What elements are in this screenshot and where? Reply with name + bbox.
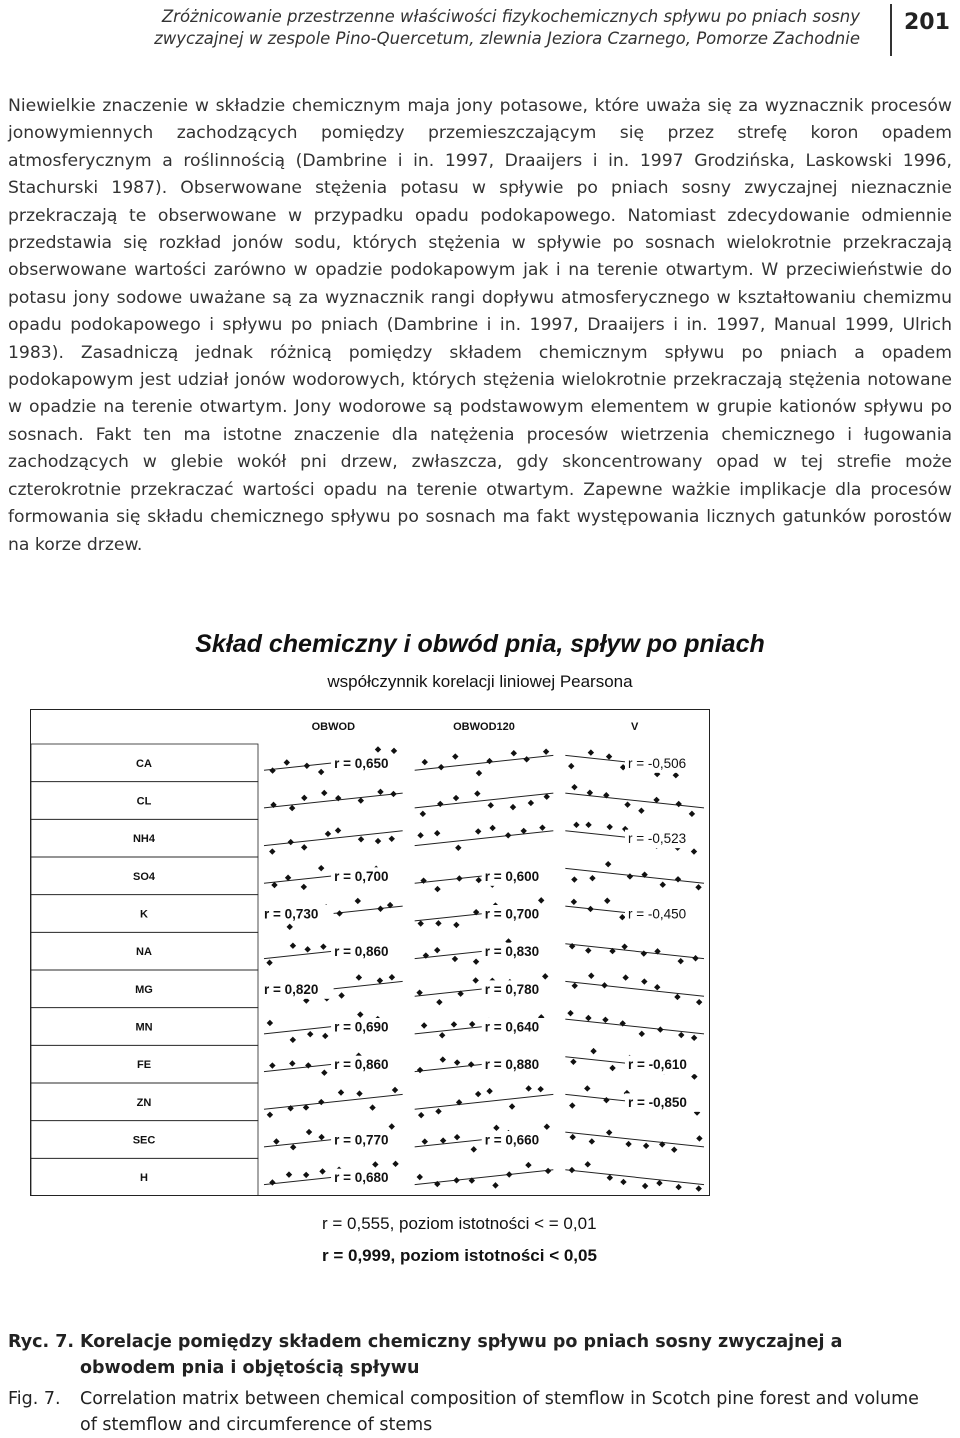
scatter-point <box>421 1022 427 1028</box>
scatter-point <box>391 748 397 754</box>
scatter-point <box>452 753 458 759</box>
body-text <box>8 93 952 559</box>
scatter-point <box>440 1056 446 1062</box>
scatter-point <box>417 1067 423 1073</box>
scatter-point <box>288 839 294 845</box>
scatter-point <box>654 984 660 990</box>
caption-english-label: Fig. 7. <box>8 1389 61 1409</box>
scatter-point <box>284 759 290 765</box>
row-label: NA <box>136 946 152 959</box>
scatter-point <box>619 914 625 920</box>
scatter-point <box>476 877 482 883</box>
scatter-point <box>678 958 684 964</box>
correlation-label: r = 0,660 <box>484 1132 540 1148</box>
scatter-point <box>434 947 440 953</box>
scatter-point <box>372 1161 378 1167</box>
scatter-point <box>290 1037 296 1043</box>
scatter-point <box>505 832 511 838</box>
scatter-point <box>569 1102 575 1108</box>
scatter-point <box>475 1091 481 1097</box>
scatter-point <box>587 906 593 912</box>
scatter-point <box>493 1125 499 1131</box>
scatter-point <box>695 884 701 890</box>
scatter-point <box>417 832 423 838</box>
row-label: SO4 <box>132 870 156 883</box>
scatter-point <box>571 899 577 905</box>
scatter-point <box>417 1174 423 1180</box>
scatter-point <box>638 807 644 813</box>
row-label: FE <box>136 1059 152 1072</box>
scatter-point <box>266 960 272 966</box>
correlation-label: r = -0,450 <box>628 906 687 922</box>
scatter-point <box>607 1175 613 1181</box>
scatter-point <box>588 749 594 755</box>
scatter-point <box>375 838 381 844</box>
row-label: K <box>140 908 148 921</box>
scatter-point <box>585 1015 591 1021</box>
correlation-matrix <box>30 709 710 1196</box>
scatter-point <box>676 801 682 807</box>
scatter-point <box>620 1179 626 1185</box>
row-label: H <box>140 1172 148 1185</box>
trend-line <box>415 1094 554 1109</box>
scatter-point <box>287 924 293 930</box>
scatter-point <box>696 1185 702 1191</box>
scatter-point <box>377 789 383 795</box>
scatter-point <box>306 1129 312 1135</box>
scatter-point <box>696 1135 702 1141</box>
correlation-label: r = 0,820 <box>264 981 319 997</box>
scatter-point <box>322 1033 328 1039</box>
trend-line <box>264 831 403 846</box>
scatter-point <box>357 1011 363 1017</box>
correlation-label: r = 0,860 <box>334 944 389 960</box>
scatter-point <box>269 1179 275 1185</box>
header-divider <box>890 4 892 56</box>
scatter-point <box>301 884 307 890</box>
scatter-point <box>696 999 702 1005</box>
scatter-point <box>392 1087 398 1093</box>
scatter-point <box>471 1146 477 1152</box>
correlation-label: r = 0,650 <box>334 755 389 771</box>
trend-line <box>565 1132 704 1147</box>
correlation-label: r = 0,730 <box>264 906 319 922</box>
scatter-point <box>656 1180 662 1186</box>
correlation-label: r = 0,640 <box>484 1019 540 1035</box>
scatter-point <box>606 824 612 830</box>
scatter-point <box>589 875 595 881</box>
caption-polish <box>8 1329 940 1381</box>
scatter-point <box>455 845 461 851</box>
scatter-point <box>605 861 611 867</box>
row-label: MN <box>135 1021 153 1034</box>
scatter-point <box>691 848 697 854</box>
scatter-point <box>390 791 396 797</box>
scatter-point <box>338 992 344 998</box>
scatter-point <box>588 973 594 979</box>
scatter-point <box>609 1065 615 1071</box>
scatter-point <box>573 822 579 828</box>
scatter-point <box>544 1124 550 1130</box>
column-header: OBWOD120 <box>453 721 515 733</box>
scatter-point <box>675 1184 681 1190</box>
legend-line-1: r = 0,555, poziom istotności < = 0,01 <box>322 1214 597 1233</box>
scatter-point <box>318 1134 324 1140</box>
scatter-point <box>389 836 395 842</box>
scatter-point <box>510 804 516 810</box>
scatter-point <box>437 801 443 807</box>
scatter-point <box>356 974 362 980</box>
scatter-point <box>476 770 482 776</box>
scatter-point <box>692 955 698 961</box>
scatter-point <box>472 977 478 983</box>
scatter-point <box>538 897 544 903</box>
scatter-point <box>571 876 577 882</box>
trend-line <box>264 793 403 808</box>
scatter-point <box>304 946 310 952</box>
scatter-point <box>456 875 462 881</box>
correlation-label: r = 0,880 <box>484 1057 540 1073</box>
correlation-label: r = 0,690 <box>334 1019 389 1035</box>
scatter-point <box>420 811 426 817</box>
trend-line <box>415 1170 554 1185</box>
scatter-point <box>435 920 441 926</box>
scatter-point <box>567 1010 573 1016</box>
scatter-point <box>434 886 440 892</box>
scatter-point <box>572 983 578 989</box>
scatter-point <box>571 784 577 790</box>
caption-polish-label: Ryc. 7. <box>8 1332 75 1352</box>
scatter-point <box>269 848 275 854</box>
scatter-point <box>318 1099 324 1105</box>
scatter-point <box>523 756 529 762</box>
scatter-point <box>674 994 680 1000</box>
scatter-point <box>606 753 612 759</box>
scatter-point <box>452 956 458 962</box>
scatter-point <box>422 759 428 765</box>
scatter-point <box>545 1168 551 1174</box>
scatter-point <box>521 828 527 834</box>
scatter-point <box>301 795 307 801</box>
scatter-point <box>673 772 679 778</box>
scatter-point <box>525 1085 531 1091</box>
correlation-label: r = -0,850 <box>628 1094 687 1110</box>
scatter-point <box>301 844 307 850</box>
scatter-point <box>289 1060 295 1066</box>
scatter-point <box>358 836 364 842</box>
scatter-point <box>438 764 444 770</box>
scatter-point <box>624 801 630 807</box>
running-title-line1: Zróżnicowanie przestrzenne właściwości fizykochemicznych spływu po pniach sosny <box>161 7 860 26</box>
scatter-point <box>475 828 481 834</box>
correlation-label: r = -0,523 <box>628 831 687 847</box>
scatter-point <box>453 795 459 801</box>
scatter-point <box>641 950 647 956</box>
scatter-point <box>486 758 492 764</box>
scatter-point <box>289 805 295 811</box>
row-label: MG <box>135 983 153 996</box>
correlation-label: r = 0,830 <box>484 944 540 960</box>
scatter-point <box>422 1138 428 1144</box>
scatter-point <box>622 974 628 980</box>
scatter-point <box>678 1032 684 1038</box>
scatter-point <box>506 1171 512 1177</box>
scatter-point <box>585 1161 591 1167</box>
trend-line <box>565 1019 704 1034</box>
trend-line <box>415 793 554 808</box>
scatter-point <box>601 982 607 988</box>
row-label: CL <box>136 795 152 808</box>
scatter-point <box>473 958 479 964</box>
scatter-point <box>454 1059 460 1065</box>
scatter-point <box>439 1032 445 1038</box>
scatter-point <box>303 1172 309 1178</box>
scatter-point <box>528 800 534 806</box>
correlation-label: r = 0,600 <box>484 868 540 884</box>
scatter-point <box>375 746 381 752</box>
scatter-point <box>691 1035 697 1041</box>
correlation-label: r = 0,700 <box>334 868 389 884</box>
scatter-point <box>389 1123 395 1129</box>
scatter-point <box>625 1141 631 1147</box>
running-header <box>100 6 860 50</box>
scatter-point <box>525 1162 531 1168</box>
scatter-point <box>434 830 440 836</box>
body-paragraph: Niewielkie znaczenie w składzie chemicznym maja jony potasowe, które uważa się za wyznacznik procesów jonowymiennych zachodzących pomiędzy przemieszczającym się przez strefę koron opadem atmosferycznym a roślinnością (Dambrine i in. 1997, Draaijers i in. 1997 Grodzińska, Laskowski 1996, Stachurski 1987). Obserwowane stężenia potasu w spływie po pniach sosny zwyczajnej nieznacznie przekraczają te obserwowane w przypadku opadu podokapowego. Natomiast zdecydowanie odmiennie przedstawia się rozkład jonów sodu, których stężenia w spływie po sosnach wielokrotnie przekraczają obserwowane wartości zarówno w opadzie podokapowym jak i na terenie otwartym. W przeciwieństwie do potasu jony sodowe uważane są za wyznacznik rangi dopływu atmosferycznego w kształtowaniu chemizmu opadu podokapowego i spływu po pniach (Dambrine i in. 1997, Draaijers i in. 1997, Manual 1999, Ulrich 1983). Zasadniczą jednak różnicą pomiędzy składem chemicznym spływu po pniach a opadem podokapowym jest udział jonów wodorowych, których stężenia wielokrotnie przekraczają stężenia notowane w opadzie na terenie otwartym. Jony wodorowe są podstawowym elementem w grupie kationów spływu po sosnach. Fakt ten ma istotne znaczenie dla natężenia procesów wietrzenia chemicznego i ługowania zachodzących w glebie wokół pni drzew, zwłaszcza, gdy skoncentrowany opad w tej strefie może czterokrotnie przekraczać wartości opadu na terenie otwartym. Zapewne ważkie implikacje dla procesów formowania się składu chemicznego spływu po sosnach ma fakt występowania licznych gatunków porostów na korze drzew. <box>8 96 952 555</box>
scatter-point <box>486 1088 492 1094</box>
scatter-point <box>453 1177 459 1183</box>
row-label: SEC <box>132 1134 156 1147</box>
scatter-point <box>336 910 342 916</box>
row-label: CA <box>136 757 152 770</box>
scatter-point <box>509 1103 515 1109</box>
scatter-point <box>377 906 383 912</box>
scatter-point <box>589 1138 595 1144</box>
row-label: ZN <box>136 1096 152 1109</box>
scatter-point <box>418 920 424 926</box>
scatter-point <box>474 790 480 796</box>
scatter-point <box>358 797 364 803</box>
column-header: V <box>630 721 639 733</box>
scatter-point <box>604 898 610 904</box>
scatter-point <box>416 989 422 995</box>
scatter-point <box>606 1129 612 1135</box>
scatter-point <box>318 865 324 871</box>
scatter-point <box>603 1097 609 1103</box>
row-label: NH4 <box>132 833 156 846</box>
figure-title: Skład chemiczny i obwód pnia, spływ po pniach <box>195 630 765 658</box>
scatter-point <box>267 1020 273 1026</box>
scatter-point <box>627 873 633 879</box>
trend-line <box>415 755 554 770</box>
scatter-point <box>290 943 296 949</box>
caption-polish-text: Korelacje pomiędzy składem chemiczny spływu po pniach sosny zwyczajnej a obwodem pnia i objętością spływu <box>80 1332 843 1378</box>
correlation-label: r = 0,780 <box>484 981 540 997</box>
correlation-label: r = 0,700 <box>484 906 540 922</box>
scatter-point <box>585 947 591 953</box>
scatter-point <box>273 1138 279 1144</box>
scatter-point <box>641 978 647 984</box>
running-title-line2: zwyczajnej w zespole Pino-Quercetum, zlewnia Jeziora Czarnego, Pomorze Zachodnie <box>154 29 860 48</box>
trend-line <box>565 981 704 996</box>
scatter-point <box>570 1059 576 1065</box>
scatter-point <box>436 999 442 1005</box>
correlation-label: r = 0,860 <box>334 1057 389 1073</box>
trend-line <box>565 1170 704 1185</box>
scatter-point <box>590 1048 596 1054</box>
scatter-point <box>584 1085 590 1091</box>
trend-line <box>565 868 704 883</box>
scatter-point <box>511 750 517 756</box>
scatter-point <box>489 825 495 831</box>
correlation-label: r = -0,506 <box>628 755 687 771</box>
caption-english-text: Correlation matrix between chemical composition of stemflow in Scotch pine forest and volume of stemflow and circumference of stems <box>80 1389 919 1435</box>
scatter-point <box>269 767 275 773</box>
scatter-point <box>305 1062 311 1068</box>
scatter-point <box>657 1026 663 1032</box>
scatter-point <box>492 1182 498 1188</box>
scatter-point <box>671 1146 677 1152</box>
scatter-point <box>643 1143 649 1149</box>
scatter-point <box>321 790 327 796</box>
scatter-point <box>488 802 494 808</box>
correlation-label: r = -0,610 <box>628 1057 687 1073</box>
scatter-point <box>377 977 383 983</box>
scatter-point <box>369 1104 375 1110</box>
scatter-point <box>269 1062 275 1068</box>
scatter-point <box>585 822 591 828</box>
scatter-point <box>639 1031 645 1037</box>
scatter-point <box>642 1183 648 1189</box>
scatter-point <box>451 1021 457 1027</box>
scatter-point <box>675 876 681 882</box>
scatter-point <box>355 898 361 904</box>
scatter-point <box>319 1168 325 1174</box>
scatter-point <box>267 1112 273 1118</box>
scatter-point <box>356 1090 362 1096</box>
scatter-point <box>542 973 548 979</box>
scatter-point <box>335 827 341 833</box>
scatter-point <box>689 811 695 817</box>
scatter-point <box>418 1112 424 1118</box>
scatter-point <box>602 1017 608 1023</box>
scatter-point <box>307 1031 313 1037</box>
page-number: 201 <box>904 10 950 35</box>
scatter-point <box>691 1073 697 1079</box>
trend-line <box>565 793 704 808</box>
trend-line <box>264 1094 403 1109</box>
scatter-point <box>468 1061 474 1067</box>
scatter-point <box>290 1144 296 1150</box>
scatter-point <box>304 763 310 769</box>
caption-english <box>8 1386 940 1438</box>
scatter-point <box>539 824 545 830</box>
scatter-point <box>454 1134 460 1140</box>
scatter-point <box>453 922 459 928</box>
scatter-point <box>392 1161 398 1167</box>
scatter-point <box>469 1021 475 1027</box>
scatter-point <box>537 1086 543 1092</box>
scatter-point <box>440 1137 446 1143</box>
scatter-point <box>338 1089 344 1095</box>
scatter-point <box>389 974 395 980</box>
scatter-point <box>318 769 324 775</box>
scatter-point <box>435 1108 441 1114</box>
legend-line-2: r = 0,999, poziom istotności < 0,05 <box>322 1246 597 1265</box>
correlation-matrix-svg <box>30 709 710 1196</box>
scatter-point <box>569 1167 575 1173</box>
scatter-point <box>621 943 627 949</box>
figure-subtitle: współczynnik korelacji liniowej Pearsona <box>327 672 633 691</box>
column-header: OBWOD <box>311 721 356 733</box>
scatter-point <box>321 1070 327 1076</box>
correlation-label: r = 0,680 <box>334 1170 389 1186</box>
scatter-point <box>660 882 666 888</box>
scatter-point <box>325 831 331 837</box>
scatter-point <box>320 943 326 949</box>
correlation-label: r = 0,770 <box>334 1132 389 1148</box>
scatter-point <box>286 1171 292 1177</box>
scatter-point <box>568 763 574 769</box>
scatter-point <box>570 1134 576 1140</box>
scatter-point <box>543 748 549 754</box>
